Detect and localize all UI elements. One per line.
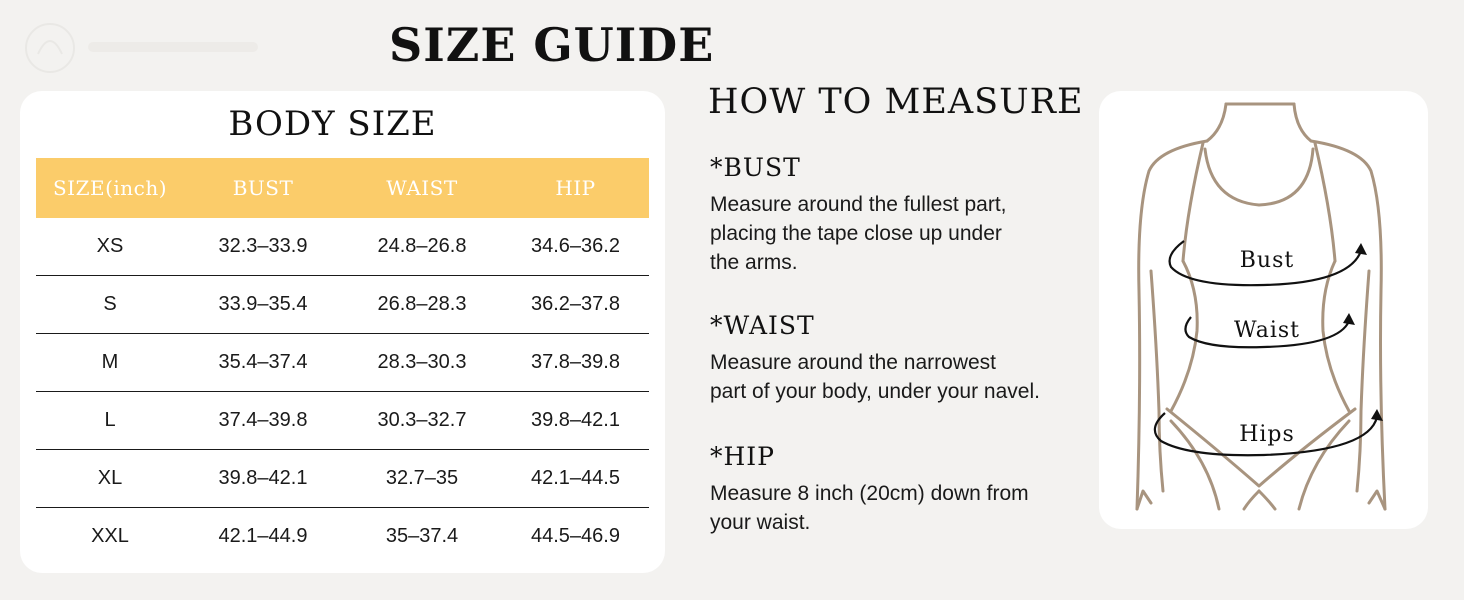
hip-instructions [710,442,1090,537]
cell-waist: 32.7–35 [342,450,502,508]
waist-heading: *WAIST [710,311,815,340]
cell-bust: 32.3–33.9 [184,218,342,276]
cell-waist: 28.3–30.3 [342,334,502,392]
cell-hip: 34.6–36.2 [502,218,649,276]
table-row [36,218,649,276]
cell-hip: 39.8–42.1 [502,392,649,450]
waist-line: part of your body, under your navel. [710,380,1040,403]
waist-label: Waist [1234,318,1300,343]
how-to-measure-title: HOW TO MEASURE [708,82,1084,122]
bust-instructions [710,153,1090,277]
brand-logo-watermark [18,18,298,78]
body-outline-illustration [1099,91,1428,529]
cell-bust: 39.8–42.1 [184,450,342,508]
waist-instructions [710,311,1090,406]
hip-heading: *HIP [710,442,775,471]
body-figure-card [1099,91,1428,529]
table-header-row [36,158,649,218]
waist-line: Measure around the narrowest [710,351,996,374]
cell-bust: 42.1–44.9 [218,525,308,547]
hip-line: Measure 8 inch (20cm) down from [710,482,1029,505]
cell-size: XS [36,218,184,276]
cell-waist: 26.8–28.3 [342,276,502,334]
table-row [36,508,649,566]
cell-bust: 37.4–39.8 [184,392,342,450]
hips-label: Hips [1239,422,1295,447]
cell-bust: 35.4–37.4 [184,334,342,392]
bust-text [710,190,1090,277]
bust-line: placing the tape close up under [710,222,1002,245]
hip-text [710,479,1090,537]
cell-waist: 24.8–26.8 [342,218,502,276]
cell-hip: 36.2–37.8 [502,276,649,334]
cell-waist: 35–37.4 [385,525,459,547]
header-size: SIZE(inch) [36,158,184,218]
cell-size: XL [36,450,184,508]
table-row [36,276,649,334]
cell-size: XXL [91,525,129,547]
cell-hip: 37.8–39.8 [502,334,649,392]
waist-text [710,348,1090,406]
page-title: SIZE GUIDE [389,18,715,72]
table-row [36,450,649,508]
hip-line: your waist. [710,511,811,534]
cell-size: S [36,276,184,334]
cell-bust: 33.9–35.4 [184,276,342,334]
size-table [36,158,649,565]
cell-size: M [36,334,184,392]
cell-hip: 44.5–46.9 [531,525,620,547]
table-row [36,334,649,392]
header-bust: BUST [184,158,342,218]
cell-size: L [36,392,184,450]
table-row [36,392,649,450]
bust-line: the arms. [710,251,798,274]
cell-waist: 30.3–32.7 [342,392,502,450]
cell-hip: 42.1–44.5 [502,450,649,508]
header-waist: WAIST [342,158,502,218]
bust-line: Measure around the fullest part, [710,193,1007,216]
body-size-title: BODY SIZE [228,104,437,144]
header-hip: HIP [502,158,649,218]
bust-label: Bust [1239,248,1295,273]
bust-heading: *BUST [710,153,801,182]
